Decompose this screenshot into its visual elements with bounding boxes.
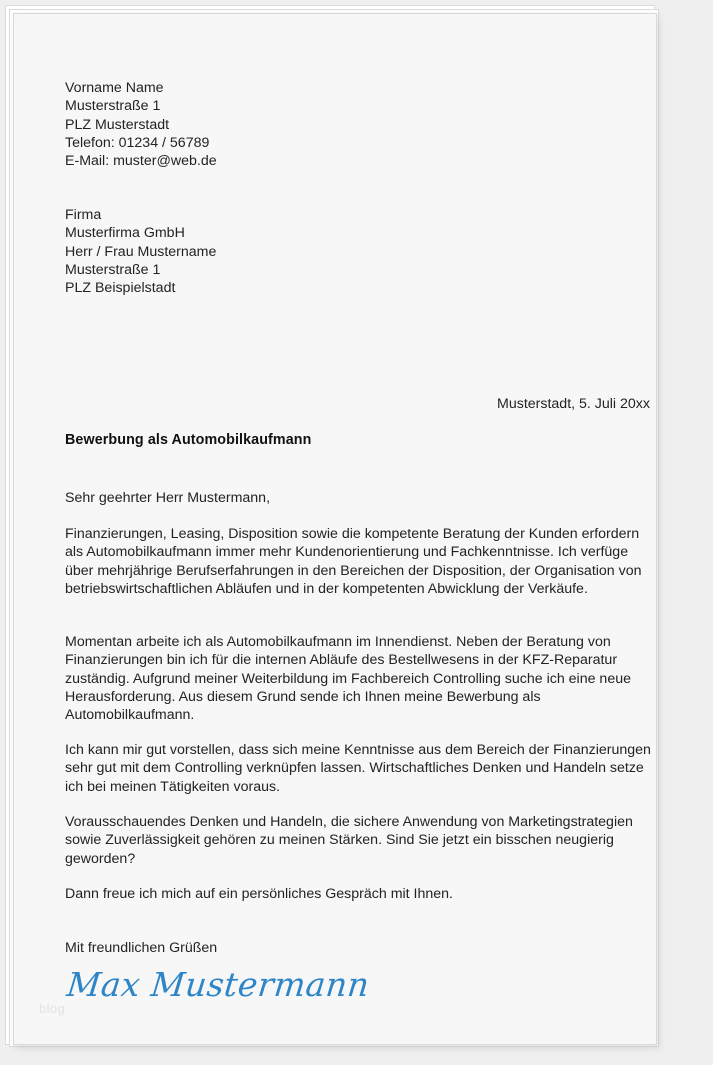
sender-line: Telefon: 01234 / 56789 bbox=[65, 134, 210, 151]
salutation: Sehr geehrter Herr Mustermann, bbox=[65, 490, 271, 506]
sender-line: Musterstraße 1 bbox=[65, 98, 161, 115]
sender-line: PLZ Musterstadt bbox=[65, 116, 170, 133]
date-line: Musterstadt, 5. Juli 20xx bbox=[497, 396, 650, 412]
sender-address-block bbox=[65, 79, 217, 170]
sender-line: E-Mail: muster@web.de bbox=[65, 153, 217, 170]
recipient-line: Herr / Frau Mustername bbox=[65, 243, 217, 260]
body-paragraph: Momentan arbeite ich als Automobilkaufmann im Innendienst. Neben der Beratung von Finanzierungen bin ich für die internen Abläufe des Bestellwesens in der KFZ-Reparatur zuständig. Aufgrund meiner Weiterbildung im Fachbereich Controlling suche ich eine neue Herausforderung. Aus diesem Grund sende ich Ihnen meine Bewerbung als Automobilkaufmann. bbox=[65, 634, 631, 724]
sender-line: Vorname Name bbox=[65, 80, 164, 96]
recipient-address-block bbox=[65, 206, 216, 297]
subject-line: Bewerbung als Automobilkaufmann bbox=[65, 432, 312, 448]
body-paragraph: Dann freue ich mich auf ein persönliches Gespräch mit Ihnen. bbox=[65, 886, 453, 902]
recipient-line: Firma bbox=[65, 207, 102, 223]
recipient-line: Musterstraße 1 bbox=[65, 261, 161, 278]
blog-watermark: blog bbox=[39, 1001, 66, 1016]
handwritten-signature: Max Mustermann bbox=[65, 965, 372, 1004]
body-paragraph: Finanzierungen, Leasing, Disposition sowie die kompetente Beratung der Kunden erfordern als Automobilkaufmann immer mehr Kundenorientierung und Fachkenntnisse. Ich verfüge über mehrjährige Berufserfahrungen in den Bereichen der Disposition, der Organisation von betriebswirtschaftlichen Abläufen und in der kompetenten Abwicklung der Verkäufe. bbox=[65, 526, 642, 597]
recipient-line: PLZ Beispielstadt bbox=[65, 280, 176, 297]
closing-line: Mit freundlichen Grüßen bbox=[65, 940, 218, 956]
body-paragraph: Ich kann mir gut vorstellen, dass sich meine Kenntnisse aus dem Bereich der Finanzierungen sehr gut mit dem Controlling verknüpfen lassen. Wirtschaftliches Denken und Handeln setze ich bei meinen Tätigkeiten voraus. bbox=[65, 742, 651, 795]
letter-page bbox=[13, 13, 657, 1045]
body-paragraph: Vorausschauendes Denken und Handeln, die sichere Anwendung von Marketingstrategien sowie Zuverlässigkeit gehören zu meinen Stärken. Sind Sie jetzt ein bisschen neugierig geworden? bbox=[65, 814, 633, 867]
recipient-line: Musterfirma GmbH bbox=[65, 225, 185, 242]
